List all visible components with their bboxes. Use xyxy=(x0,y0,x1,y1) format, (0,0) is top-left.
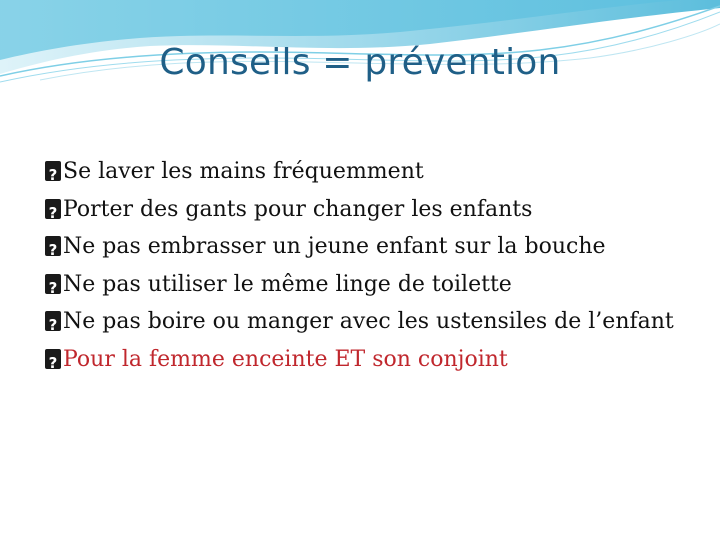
bullet-list xyxy=(45,156,705,382)
bullet-item xyxy=(45,306,705,344)
bullet-text: Ne pas boire ou manger avec les ustensiles de l’enfant xyxy=(63,309,674,335)
missing-glyph-icon xyxy=(45,311,61,331)
missing-glyph-icon xyxy=(45,161,61,181)
bullet-item-highlight xyxy=(45,344,705,382)
bullet-text: Se laver les mains fréquemment xyxy=(63,159,424,184)
slide-title: Conseils = prévention xyxy=(159,42,561,83)
bullet-item xyxy=(45,194,705,232)
missing-glyph-icon xyxy=(45,236,61,256)
bullet-text: Ne pas embrasser un jeune enfant sur la bouche xyxy=(63,234,606,260)
bullet-text: Ne pas utiliser le même linge de toilette xyxy=(63,271,512,297)
missing-glyph-icon xyxy=(45,274,61,294)
missing-glyph-icon xyxy=(45,349,61,369)
bullet-item xyxy=(45,231,705,269)
bullet-text: Pour la femme enceinte ET son conjoint xyxy=(63,346,508,372)
missing-glyph-icon xyxy=(45,199,61,219)
bullet-item xyxy=(45,269,705,307)
bullet-text: Porter des gants pour changer les enfants xyxy=(63,196,533,222)
bullet-item xyxy=(45,156,705,194)
